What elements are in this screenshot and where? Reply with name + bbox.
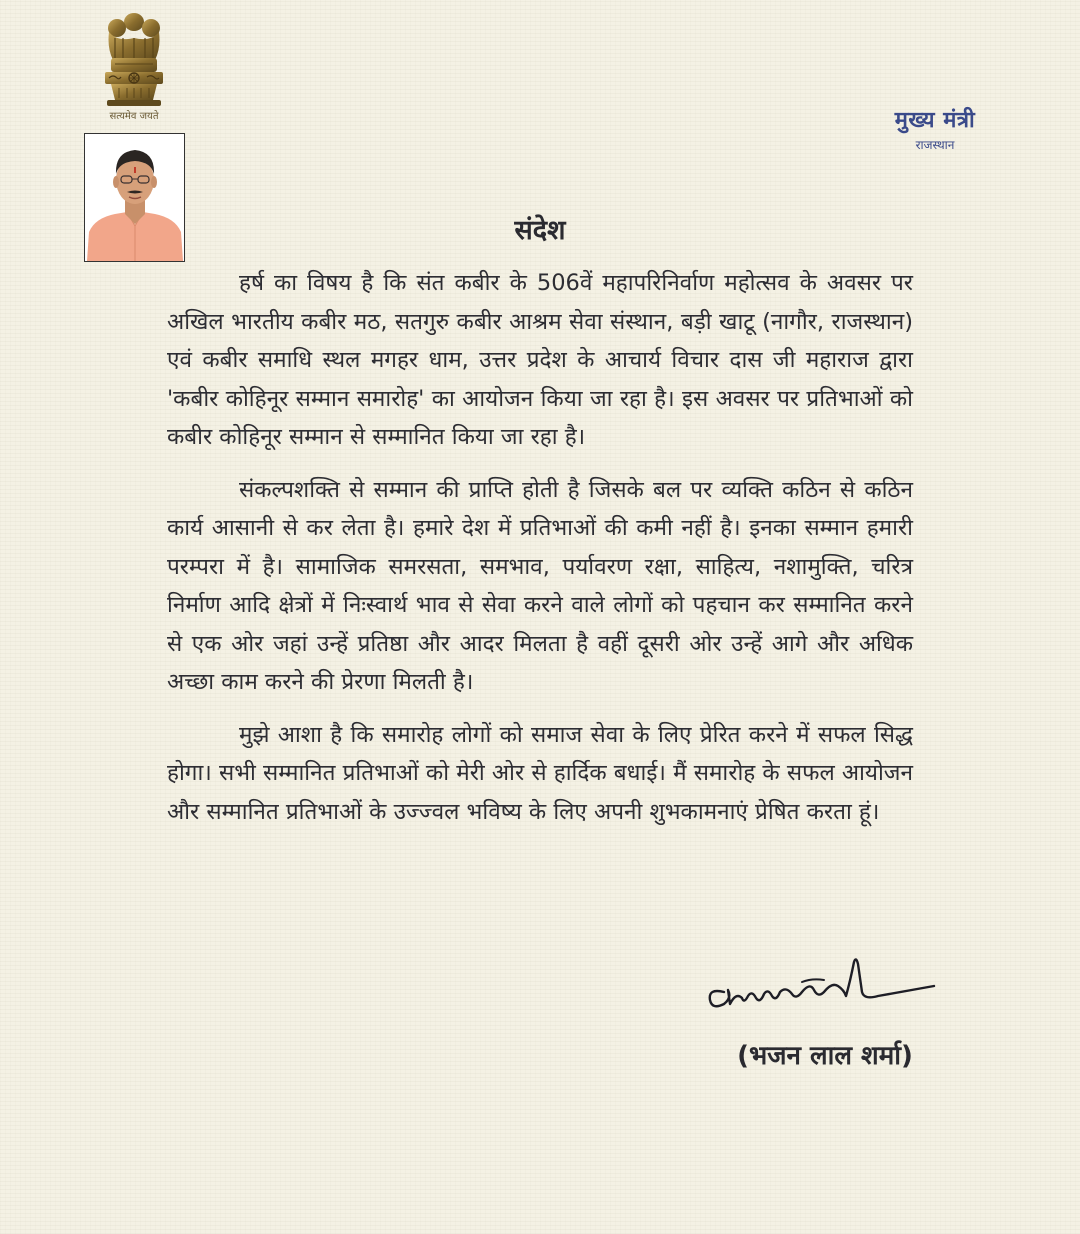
letter-paragraph: संकल्पशक्ति से सम्मान की प्राप्ति होती है जिसके बल पर व्यक्ति कठिन से कठिन कार्य आसानी से कर लेता है। हमारे देश में प्रतिभाओं की कमी नहीं है। इनका सम्मान हमारी परम्परा में है। सामाजिक समरसता, समभाव, पर्यावरण रक्षा, साहित्य, नशामुक्ति, चरित्र निर्माण आदि क्षेत्रों में निःस्वार्थ भाव से सेवा करने वाले लोगों को पहचान कर सम्मानित करने से एक ओर जहां उन्हें प्रतिष्ठा और आदर मिलता है वहीं दूसरी ओर उन्हें आगे और अधिक अच्छा काम करने की प्रेरणा मिलती है। (167, 476, 913, 695)
office-state: राजस्थान (915, 138, 955, 152)
letter-heading: संदेश (514, 215, 566, 246)
handwritten-signature (702, 952, 942, 1022)
emblem-motto: सत्यमेव जयते (109, 111, 159, 122)
office-title: मुख्य मंत्री (894, 108, 976, 133)
letterhead-office (870, 104, 1000, 153)
signatory-name: (भजन लाल शर्मा) (737, 1041, 913, 1071)
letter-paragraph: हर्ष का विषय है कि संत कबीर के 506वें महापरिनिर्वाण महोत्सव के अवसर पर अखिल भारतीय कबीर मठ, सतगुरु कबीर आश्रम सेवा संस्थान, बड़ी खाटू (नागौर, राजस्थान) एवं कबीर समाधि स्थल मगहर धाम, उत्तर प्रदेश के आचार्य विचार दास जी महाराज द्वारा 'कबीर कोहिनूर सम्मान समारोह' का आयोजन किया जा रहा है। इस अवसर पर प्रतिभाओं को कबीर कोहिनूर सम्मान से सम्मानित किया जा रहा है। (167, 270, 913, 450)
letter-body (167, 264, 913, 845)
letter-paragraph: मुझे आशा है कि समारोह लोगों को समाज सेवा के लिए प्रेरित करने में सफल सिद्ध होगा। सभी सम्मानित प्रतिभाओं को मेरी ओर से हार्दिक बधाई। मैं समारोह के सफल आयोजन और सम्मानित प्रतिभाओं के उज्ज्वल भविष्य के लिए अपनी शुभकामनाएं प्रेषित करता हूं। (167, 721, 913, 825)
